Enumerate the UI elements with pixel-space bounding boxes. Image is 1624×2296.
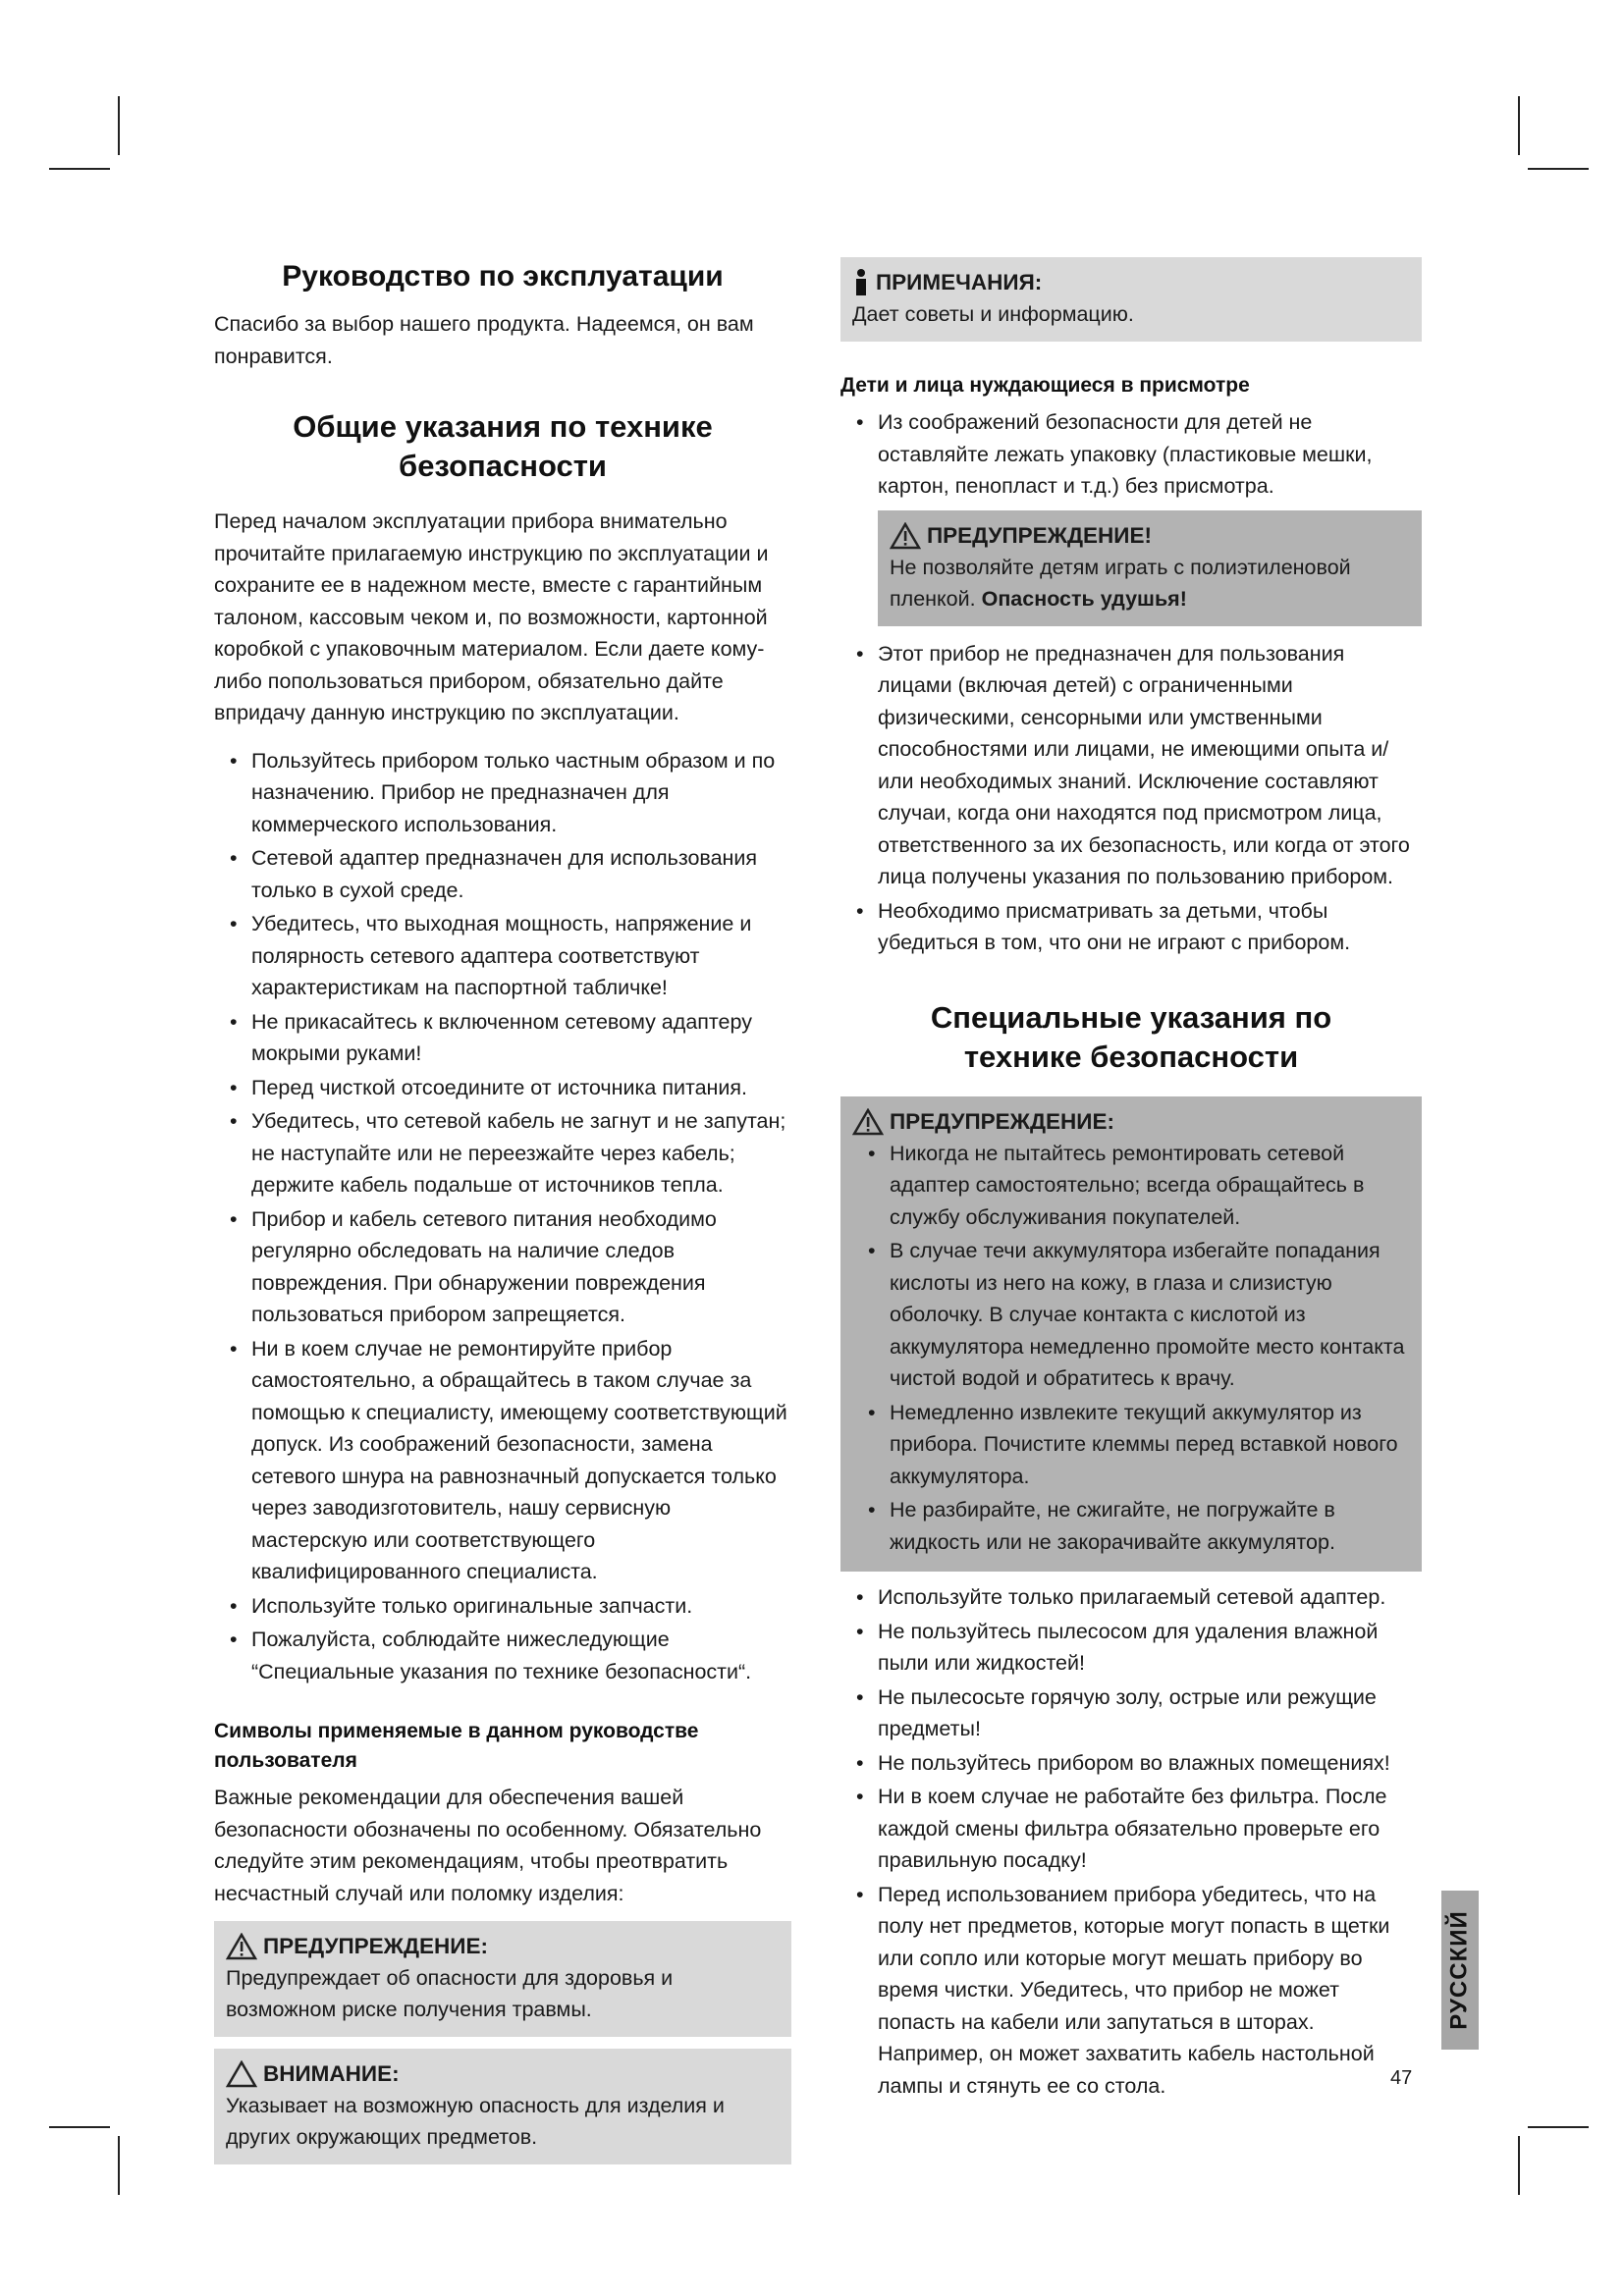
- list-item: • Убедитесь, что выходная мощность, напряжение и полярность сетевого адаптера соответствуют характеристикам на паспортной табличке!: [214, 908, 791, 1004]
- list-item: • Этот прибор не предназначен для пользования лицами (включая детей) с ограниченными физическими, сенсорными или умственными способностями или лицами, не имеющими опыта и/или необходимых знаний. Исключение составляют случаи, когда они находятся под присмотром лица, ответственного за их безопасность, или когда от этого лица получены указания по пользованию прибором.: [840, 638, 1422, 893]
- list-item: • Не прикасайтесь к включенном сетевому адаптеру мокрыми руками!: [214, 1006, 791, 1070]
- list-item: • Не пользуйтесь пылесосом для удаления влажной пыли или жидкостей!: [840, 1616, 1422, 1680]
- list-item: • Перед использованием прибора убедитесь, что на полу нет предметов, которые могут попасть в щетки или сопло или которые могут мешать прибору во время чистки. Убедитесь, что прибор не может попасть на кабели или запутаться в шторах. Например, он может захватить кабель настольной лампы и стянуть ее со стола.: [840, 1879, 1422, 2103]
- warning-triangle-icon: [890, 522, 921, 550]
- warning-triangle-icon: [852, 1108, 884, 1136]
- caution-triangle-icon: [226, 2060, 257, 2088]
- page-number: 47: [1390, 2067, 1413, 2089]
- list-item: • Перед чисткой отсоедините от источника питания.: [214, 1072, 791, 1104]
- list-item: • Используйте только оригинальные запчасти.: [214, 1590, 791, 1623]
- list-item: • Ни в коем случае не ремонтируйте прибор самостоятельно, а обращайтесь в таком случае за помощью к специалисту, имеющему соответствующий допуск. Из соображений безопасности, замена сетевого шнура на равнозначный допускается только через заводизготовитель, нашу сервисную мастерскую или соответствующего квалифицированного специалиста.: [214, 1333, 791, 1588]
- warning-triangle-icon: [226, 1933, 257, 1960]
- crop-mark: [118, 96, 120, 155]
- children-heading: Дети и лица нуждающиеся в присмотре: [840, 374, 1250, 397]
- warning-title: ПРЕДУПРЕЖДЕНИЕ:: [263, 1934, 488, 1958]
- children-warning-title: ПРЕДУПРЕЖДЕНИЕ!: [927, 522, 1152, 548]
- special-heading-line-2: технике безопасности: [963, 1039, 1299, 1074]
- list-item: • Пользуйтесь прибором только частным образом и по назначению. Прибор не предназначен для коммерческого использования.: [214, 745, 791, 841]
- special-warning-title: ПРЕДУПРЕЖДЕНИЕ:: [890, 1108, 1114, 1134]
- crop-mark: [1518, 96, 1520, 155]
- children-warning-box: [878, 510, 1422, 626]
- children-list: [840, 406, 1422, 503]
- crop-mark: [1528, 2126, 1589, 2128]
- caution-title: ВНИМАНИЕ:: [263, 2061, 400, 2086]
- list-item: • Не пылесосьте горячую золу, острые или режущие предметы!: [840, 1682, 1422, 1745]
- list-item: • Необходимо присматривать за детьми, чтобы убедиться в том, что они не играют с прибором.: [840, 895, 1422, 959]
- children-list-rest: [840, 638, 1422, 959]
- safety-heading: Общие указания по технике безопасности: [293, 409, 713, 483]
- notes-box: [840, 257, 1422, 342]
- intro-text: Спасибо за выбор нашего продукта. Надеемся, он вам понравится.: [214, 312, 754, 368]
- crop-mark: [1518, 2136, 1520, 2195]
- right-column: [840, 257, 1422, 2104]
- notes-title: ПРИМЕЧАНИЯ:: [876, 270, 1043, 294]
- safety-intro: Перед началом эксплуатации прибора внимательно прочитайте прилагаемую инструкцию по эксплуатации и сохраните ее в надежном месте, вместе с гарантийным талоном, кассовым чеком и, по возможности, картонной коробкой с упаковочным материалом. Если даете кому-либо попользоваться прибором, обязательно дайте впридачу данную инструкцию по эксплуатации.: [214, 509, 769, 724]
- caution-box: [214, 2049, 791, 2164]
- children-warning-text: Не позволяйте детям играть с полиэтиленовой пленкой.: [890, 555, 1351, 611]
- safety-list: [214, 745, 791, 1688]
- children-warning-emphasis: Опасность удушья!: [981, 586, 1187, 611]
- list-item: • Используйте только прилагаемый сетевой адаптер.: [840, 1581, 1422, 1614]
- list-item: • Немедленно извлеките текущий аккумулятор из прибора. Почистите клеммы перед вставкой нового аккумулятора.: [852, 1397, 1410, 1493]
- manual-title: Руководство по эксплуатации: [282, 260, 724, 293]
- language-tab: [1441, 1891, 1479, 2050]
- list-item: • Ни в коем случае не работайте без фильтра. После каждой смены фильтра обязательно проверьте его правильную посадку!: [840, 1781, 1422, 1877]
- warning-box: [214, 1921, 791, 2037]
- list-item: • Прибор и кабель сетевого питания необходимо регулярно обследовать на наличие следов повреждения. При обнаружении повреждения пользоваться прибором запрещяется.: [214, 1203, 791, 1331]
- info-icon: [852, 268, 870, 297]
- special-warning-box: [840, 1096, 1422, 1573]
- list-item: • Не разбирайте, не сжигайте, не погружайте в жидкость или не закорачивайте аккумулятор.: [852, 1494, 1410, 1558]
- list-item: • Из соображений безопасности для детей не оставляйте лежать упаковку (пластиковые мешки, картон, пенопласт и т.д.) без присмотра.: [840, 406, 1422, 503]
- symbols-heading: Символы применяемые в данном руководстве пользователя: [214, 1720, 699, 1772]
- crop-mark: [1528, 168, 1589, 170]
- list-item: • Никогда не пытайтесь ремонтировать сетевой адаптер самостоятельно; всегда обращайтесь в службу обслуживания покупателей.: [852, 1138, 1410, 1234]
- left-column: [214, 257, 791, 2164]
- symbols-intro: Важные рекомендации для обеспечения вашей безопасности обозначены по особенному. Обязательно следуйте этим рекомендациям, чтобы преотвратить несчастный случай или поломку изделия:: [214, 1786, 762, 1905]
- list-item: • Пожалуйста, соблюдайте нижеследующие “Специальные указания по технике безопасности“.: [214, 1624, 791, 1687]
- warning-text: Предупреждает об опасности для здоровья и возможном риске получения травмы.: [226, 1966, 674, 2021]
- list-item: • В случае течи аккумулятора избегайте попадания кислоты из него на кожу, в глаза и слизистую оболочку. В случае контакта с кислотой из аккумулятора немедленно промойте место контакта чистой водой и обратитесь к врачу.: [852, 1235, 1410, 1395]
- crop-mark: [118, 2136, 120, 2195]
- crop-mark: [49, 2126, 110, 2128]
- list-item: • Убедитесь, что сетевой кабель не загнут и не запутан; не наступайте или не переезжайте через кабель; держите кабель подальше от источников тепла.: [214, 1105, 791, 1201]
- notes-text: Дает советы и информацию.: [852, 302, 1134, 326]
- caution-text: Указывает на возможную опасность для изделия и других окружающих предметов.: [226, 2094, 725, 2149]
- crop-mark: [49, 168, 110, 170]
- special-heading-line-1: Специальные указания по: [930, 999, 1332, 1035]
- list-item: • Не пользуйтесь прибором во влажных помещениях!: [840, 1747, 1422, 1780]
- language-tab-label: РУССКИЙ: [1446, 1910, 1473, 2030]
- special-warning-list: [852, 1138, 1410, 1559]
- final-list: [840, 1581, 1422, 2102]
- list-item: • Сетевой адаптер предназначен для использования только в сухой среде.: [214, 842, 791, 906]
